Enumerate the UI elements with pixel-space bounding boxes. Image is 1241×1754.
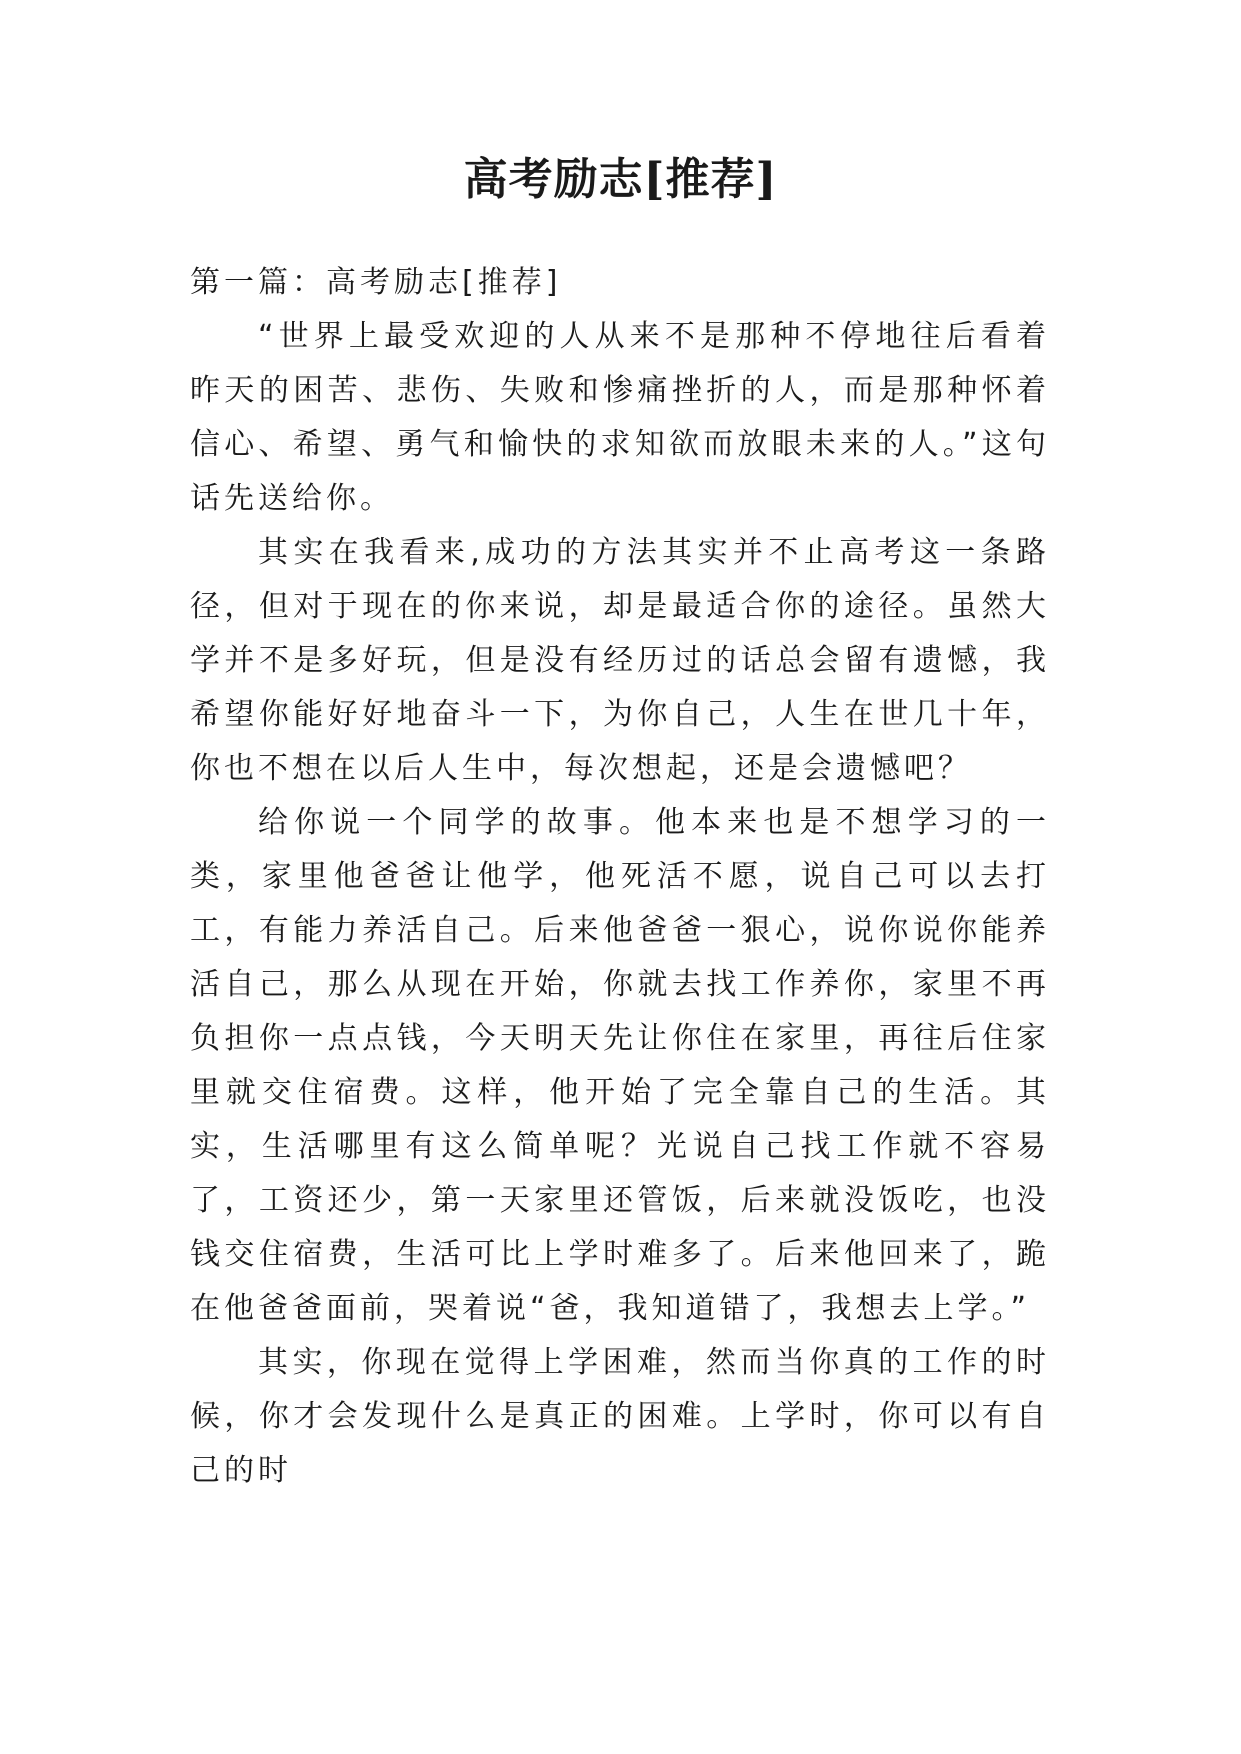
paragraph-path-to-success: 其实在我看来,成功的方法其实并不止高考这一条路径，但对于现在的你来说，却是最适合你的途径。虽然大学并不是多好玩，但是没有经历过的话总会留有遗憾，我希望你能好好地奋斗一下，为你自己，人生在世几十年，你也不想在以后人生中，每次想起，还是会遗憾吧？ [190, 535, 1050, 786]
paragraph-classmate-story: 给你说一个同学的故事。他本来也是不想学习的一类，家里他爸爸让他学，他死活不愿，说自己可以去打工，有能力养活自己。后来他爸爸一狠心，说你说你能养活自己，那么从现在开始，你就去找工作养你，家里不再负担你一点点钱，今天明天先让你住在家里，再往后住家里就交住宿费。这样，他开始了完全靠自己的生活。其实，生活哪里有这么简单呢？光说自己找工作就不容易了，工资还少，第一天家里还管饭，后来就没饭吃，也没钱交住宿费，生活可比上学时难多了。后来他回来了，跪在他爸爸面前，哭着说“爸，我知道错了，我想去上学。” [190, 805, 1050, 1326]
paragraph-real-difficulty: 其实，你现在觉得上学困难，然而当你真的工作的时候，你才会发现什么是真正的困难。上学时，你可以有自己的时 [190, 1345, 1050, 1488]
document-title: 高考励志[推荐] [463, 154, 778, 205]
section-heading: 第一篇：高考励志[推荐] [190, 265, 562, 300]
document-body [190, 256, 1050, 1498]
paragraph-quote: “世界上最受欢迎的人从来不是那种不停地往后看着昨天的困苦、悲伤、失败和惨痛挫折的人，而是那种怀着信心、希望、勇气和愉快的求知欲而放眼未来的人。”这句话先送给你。 [190, 319, 1050, 516]
